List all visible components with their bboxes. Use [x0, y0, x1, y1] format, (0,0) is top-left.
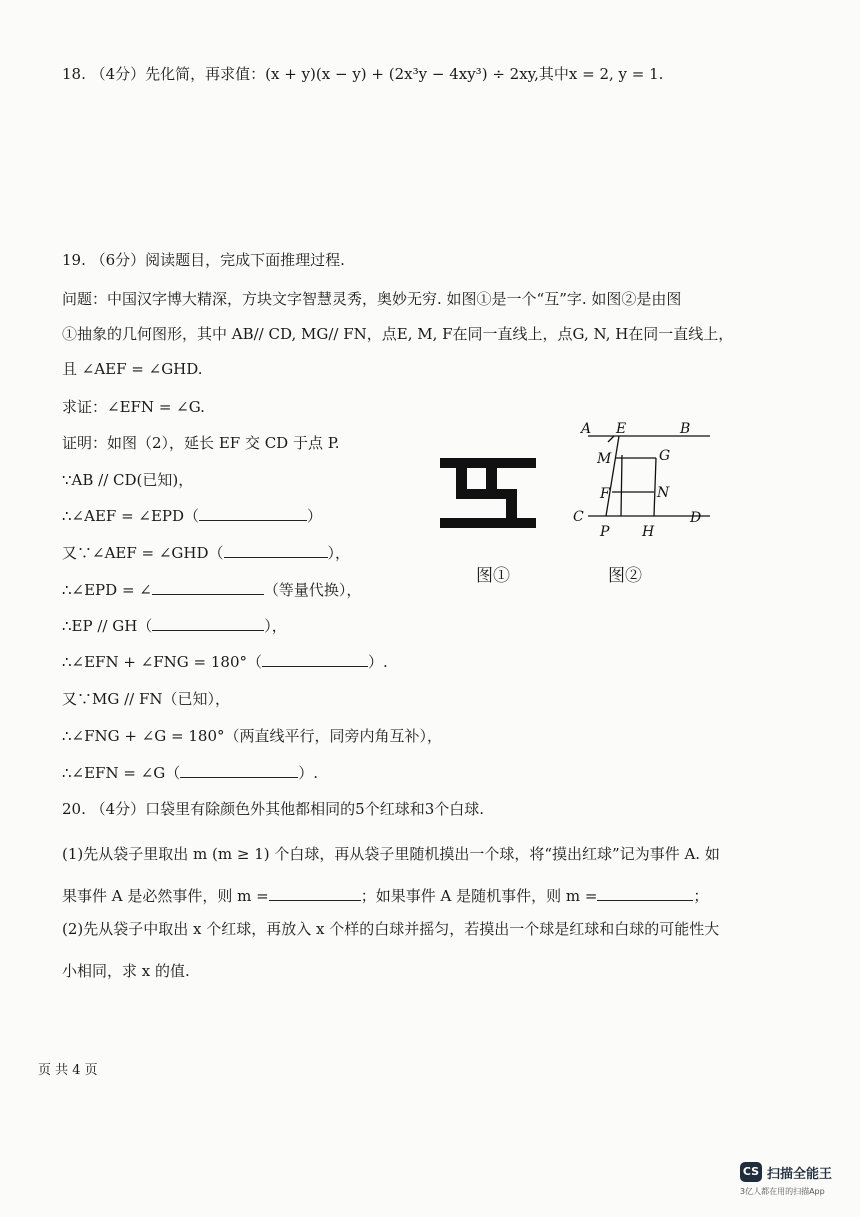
line-ep [606, 436, 619, 516]
q20-part1-text-b: ；如果事件 A 是随机事件，则 m = [360, 887, 598, 905]
q20-part2-line-2: 小相同，求 x 的值. [62, 962, 190, 980]
q19-blank-6[interactable] [180, 763, 298, 778]
q19-step-5-close: ）， [264, 617, 287, 635]
q20-part1-line-2 [62, 886, 708, 906]
q19-blank-5[interactable] [262, 652, 368, 667]
q19-step-1: ∵AB // CD(已知)， [62, 471, 194, 489]
label-b: B [680, 421, 691, 437]
label-a: A [581, 421, 592, 437]
label-n: N [657, 485, 670, 501]
tick-e [608, 436, 614, 442]
figure1-caption: 图① [476, 566, 510, 586]
q19-step-8: ∴∠FNG + ∠G = 180°（两直线平行，同旁内角互补）， [62, 727, 443, 745]
q19-blank-1[interactable] [199, 506, 307, 521]
q19-step-4-close: （等量代换）， [263, 581, 362, 599]
q19-prove: 求证：∠EFN = ∠G. [62, 398, 205, 416]
q19-step-3-close: ）， [327, 544, 351, 562]
inner-vertical [621, 455, 622, 516]
figure1-hu-character [440, 458, 536, 528]
q18-text: 18. （4分）先化简，再求值：(x + y)(x − y) + (2x³y − 4xy³) ÷ 2xy,其中x = 2, y = 1. [62, 65, 664, 83]
q19-problem-line-3: 且 ∠AEF = ∠GHD. [62, 360, 203, 378]
q19-problem-line-2: ①抽象的几何图形，其中 AB// CD, MG// FN，点E, M, F在同一直线上，点G, N, H在同一直线上， [62, 325, 734, 343]
q20-blank-2[interactable] [597, 886, 693, 901]
q19-step-6 [62, 652, 388, 672]
q19-step-3-text: 又∵∠AEF = ∠GHD（ [62, 544, 224, 562]
q19-step-2-close: ） [307, 507, 323, 525]
q19-step-3 [62, 543, 350, 563]
label-d: D [690, 510, 702, 526]
q20-part1-text-c: ； [693, 887, 709, 905]
q19-step-6-close: ）. [368, 653, 388, 671]
q19-figures [420, 415, 720, 595]
label-m: M [597, 451, 612, 467]
q19-step-9-close: ）. [298, 764, 319, 782]
q19-step-9-text: ∴∠EFN = ∠G（ [62, 764, 181, 782]
q20-part1-line-1: (1)先从袋子里取出 m (m ≥ 1) 个白球，再从袋子里随机摸出一个球，将“摸出红球”记为事件 A. 如 [62, 845, 720, 863]
page-footer: 页 共 4 页 [38, 1063, 98, 1078]
q19-proof-intro: 证明：如图（2），延长 EF 交 CD 于点 P. [62, 434, 340, 452]
q19-step-4 [62, 580, 361, 600]
q19-step-4-text: ∴∠EPD = ∠ [62, 581, 152, 599]
q20-part2-line-1: (2)先从袋子中取出 x 个红球，再放入 x 个样的白球并摇匀，若摸出一个球是红球和白球的可能性大 [62, 920, 720, 938]
figure2-geometry [588, 436, 710, 516]
q19-step-5-text: ∴EP // GH（ [62, 617, 153, 635]
label-p: P [600, 524, 610, 540]
q19-problem-line-1: 问题：中国汉字博大精深，方块文字智慧灵秀，奥妙无穷. 如图①是一个“互”字. 如图②是由图 [62, 290, 682, 308]
q19-step-6-text: ∴∠EFN + ∠FNG = 180°（ [62, 653, 263, 671]
q20-intro: 20. （4分）口袋里有除颜色外其他都相同的5个红球和3个白球. [62, 800, 485, 818]
label-h: H [642, 524, 655, 540]
q19-step-2-text: ∴∠AEF = ∠EPD（ [62, 507, 200, 525]
q19-blank-4[interactable] [152, 616, 264, 631]
label-g: G [659, 448, 671, 464]
q19-step-9 [62, 763, 318, 783]
q20-blank-1[interactable] [269, 886, 361, 901]
brand-logo-icon: CS [740, 1162, 762, 1182]
label-f: F [600, 486, 610, 502]
q19-intro: 19. （6分）阅读题目，完成下面推理过程. [62, 251, 345, 269]
segment-gh [654, 458, 656, 516]
brand-tagline: 3亿人都在用的扫描App [740, 1187, 825, 1196]
q19-blank-2[interactable] [224, 543, 328, 558]
q20-part1-text-a: 果事件 A 是必然事件，则 m = [62, 887, 269, 905]
q19-step-5 [62, 616, 287, 636]
brand-name: 扫描全能王 [767, 1167, 833, 1182]
q19-step-2 [62, 506, 322, 526]
q19-step-7: 又∵MG // FN（已知）， [62, 690, 231, 708]
label-e: E [616, 421, 627, 437]
label-c: C [573, 509, 584, 525]
figure2-caption: 图② [608, 566, 642, 586]
q19-blank-3[interactable] [152, 580, 264, 595]
